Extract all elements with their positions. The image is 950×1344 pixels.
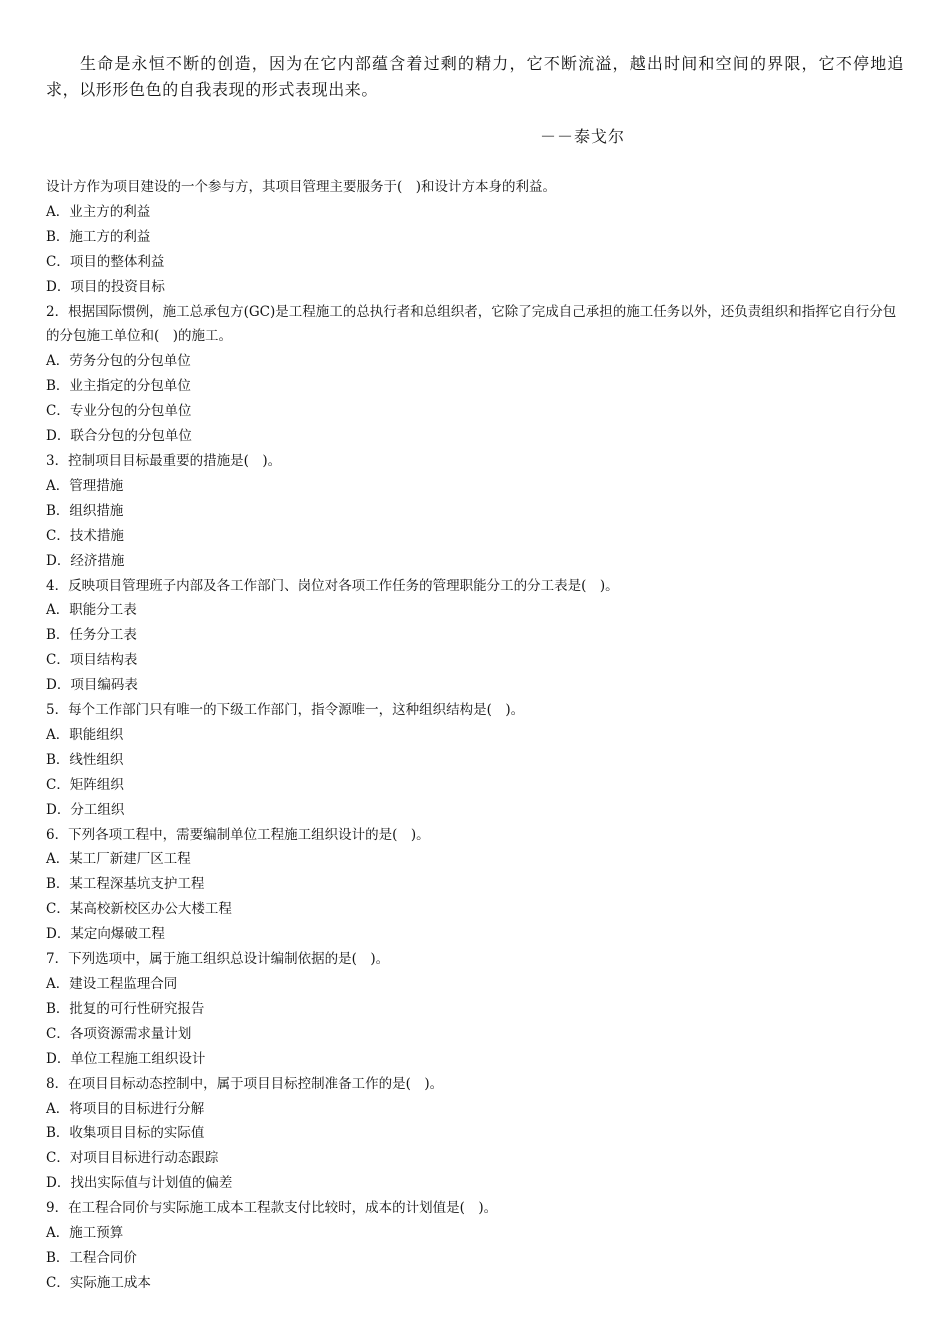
option-c: C．专业分包的分包单位 [46, 403, 192, 420]
question-stem: 9．在工程合同价与实际施工成本工程款支付比较时，成本的计划值是( )。 [46, 1200, 498, 1217]
option-d: D．某定向爆破工程 [46, 926, 165, 943]
option-b: B．组织措施 [46, 502, 124, 519]
question-4 [46, 574, 906, 699]
question-5 [46, 698, 906, 823]
option-c: C．各项资源需求量计划 [46, 1025, 192, 1042]
question-stem: 6．下列各项工程中，需要编制单位工程施工组织设计的是( )。 [46, 826, 430, 843]
option-a: A．将项目的目标进行分解 [46, 1100, 205, 1117]
option-d: D．找出实际值与计划值的偏差 [46, 1175, 233, 1192]
question-7 [46, 947, 906, 1072]
question-stem: 设计方作为项目建设的一个参与方，其项目管理主要服务于( )和设计方本身的利益。 [46, 179, 557, 195]
question-stem: 7．下列选项中，属于施工组织总设计编制依据的是( )。 [46, 951, 390, 968]
question-9 [46, 1196, 906, 1296]
option-c: C．实际施工成本 [46, 1274, 151, 1291]
question-stem: 2．根据国际惯例，施工总承包方(GC)是工程施工的总执行者和总组织者，它除了完成自己承担的施工任务以外，还负责组织和指挥它自行分包的分包施工单位和( )的施工。 [46, 303, 897, 345]
option-d: D．联合分包的分包单位 [46, 428, 192, 445]
option-a: A．职能组织 [46, 726, 124, 743]
option-d: D．分工组织 [46, 801, 125, 818]
option-a: A．职能分工表 [46, 602, 137, 619]
option-c: C．技术措施 [46, 527, 124, 544]
option-a: A．某工厂新建厂区工程 [46, 851, 191, 868]
question-stem: 8．在项目目标动态控制中，属于项目目标控制准备工作的是( )。 [46, 1075, 444, 1092]
option-b: B．收集项目目标的实际值 [46, 1125, 205, 1142]
question-2 [46, 300, 906, 449]
question-6 [46, 823, 906, 948]
option-b: B．线性组织 [46, 751, 124, 768]
option-d: D．项目编码表 [46, 677, 138, 694]
question-1 [46, 175, 906, 300]
quote-paragraph: 生命是永恒不断的创造，因为在它内部蕴含着过剩的精力，它不断流溢，越出时间和空间的界限，它不停地追求，以形形色色的自我表现的形式表现出来。 [46, 54, 904, 99]
option-c: C．项目的整体利益 [46, 253, 165, 270]
option-b: B．业主指定的分包单位 [46, 378, 191, 395]
option-b: B．工程合同价 [46, 1249, 137, 1266]
question-8 [46, 1072, 906, 1197]
option-b: B．施工方的利益 [46, 228, 151, 245]
option-a: A．建设工程监理合同 [46, 976, 178, 992]
option-c: C．某高校新校区办公大楼工程 [46, 901, 232, 918]
question-3 [46, 449, 906, 574]
option-d: D．经济措施 [46, 552, 125, 569]
option-a: A．施工预算 [46, 1225, 124, 1242]
question-list [46, 175, 906, 1296]
option-a: A．管理措施 [46, 477, 124, 494]
option-b: B．任务分工表 [46, 627, 137, 644]
option-a: A．业主方的利益 [46, 203, 151, 220]
option-c: C．对项目目标进行动态跟踪 [46, 1150, 219, 1167]
question-stem: 3．控制项目目标最重要的措施是( )。 [46, 452, 282, 469]
option-a: A．劳务分包的分包单位 [46, 353, 191, 370]
question-stem: 4．反映项目管理班子内部及各工作部门、岗位对各项工作任务的管理职能分工的分工表是( )。 [46, 577, 619, 594]
quote-author: －－泰戈尔 [540, 127, 626, 146]
option-d: D．项目的投资目标 [46, 278, 165, 295]
option-c: C．矩阵组织 [46, 776, 124, 793]
option-b: B．某工程深基坑支护工程 [46, 876, 205, 893]
option-b: B．批复的可行性研究报告 [46, 1000, 205, 1017]
option-d: D．单位工程施工组织设计 [46, 1050, 206, 1067]
option-c: C．项目结构表 [46, 652, 138, 669]
question-stem: 5．每个工作部门只有唯一的下级工作部门，指令源唯一，这种组织结构是( )。 [46, 702, 525, 719]
